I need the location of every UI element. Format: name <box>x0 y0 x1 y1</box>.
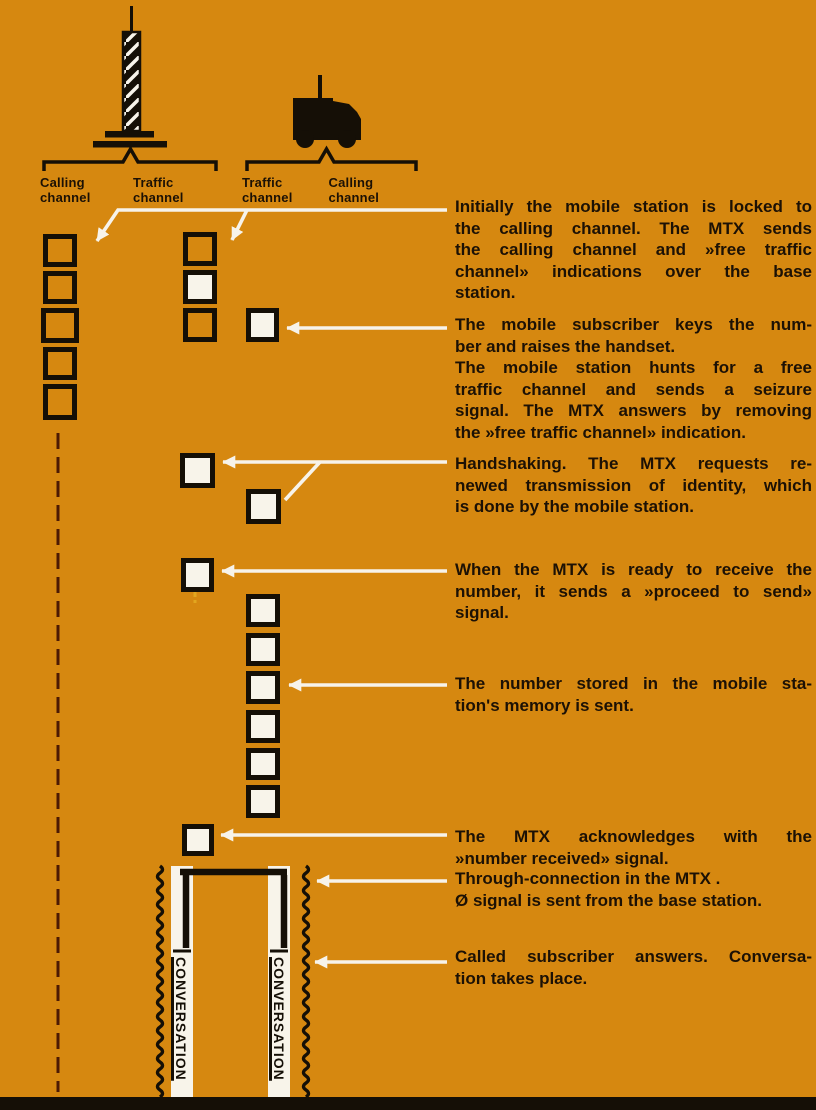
step-text-8 <box>455 946 812 989</box>
text-line: station. <box>455 283 516 303</box>
text-line: signal. <box>455 603 509 623</box>
signal-box <box>183 308 217 342</box>
signal-box-white <box>183 270 217 304</box>
mobile-station-bracket <box>247 149 416 171</box>
text-line: The number stored in the mobile sta- <box>455 674 812 693</box>
text-line: The MTX acknowledges with the <box>455 827 812 846</box>
text-line: When the MTX is ready to receive the <box>455 560 812 579</box>
leader-step1-branch <box>232 210 247 240</box>
channel-label: Traffic channel <box>242 175 293 205</box>
zigzag-line-left <box>158 866 163 1097</box>
signal-box <box>183 232 217 266</box>
channel-label: Calling channel <box>328 175 380 205</box>
text-line: the »free traffic channel» indication. <box>455 422 746 442</box>
leader-step1-left <box>97 210 447 241</box>
signal-box <box>41 308 79 343</box>
leader-step3-branch <box>285 462 320 500</box>
text-line: number, it sends a »proceed to send» <box>455 581 812 601</box>
bottom-bar <box>0 1097 816 1110</box>
signal-box-white <box>246 594 280 627</box>
conversation-label-right: CONVERSATION <box>271 957 287 1081</box>
base-station-channel-labels <box>40 175 222 205</box>
text-line: traffic channel and sends a seizure <box>455 379 812 399</box>
text-line: tion takes place. <box>455 968 588 988</box>
signal-box <box>43 234 77 267</box>
step-text-2 <box>455 314 812 444</box>
signal-box-white <box>246 671 280 704</box>
step-text-1 <box>455 196 812 304</box>
signal-box-white <box>246 489 281 524</box>
text-line: the calling channel. The MTX sends <box>455 218 812 238</box>
step-text-3 <box>455 453 812 518</box>
conversation-label-left: CONVERSATION <box>173 957 189 1081</box>
signal-box-white <box>246 785 280 818</box>
step-text-6 <box>455 826 812 869</box>
text-line: tion's memory is sent. <box>455 695 634 715</box>
text-line: Ø signal is sent from the base station. <box>455 890 763 910</box>
signal-box-white <box>246 710 280 743</box>
text-line: Called subscriber answers. Conversa- <box>455 947 812 966</box>
text-line: newed transmission of identity, which <box>455 475 812 495</box>
step-text-4 <box>455 559 812 624</box>
text-line: signal. The MTX answers by removing <box>455 401 812 421</box>
text-line: Handshaking. The MTX requests re- <box>455 454 812 473</box>
base-station-bracket <box>44 149 216 171</box>
text-line: channel» indications over the base <box>455 261 812 281</box>
signal-box <box>43 347 77 380</box>
text-line: is done by the mobile station. <box>455 497 694 517</box>
channel-label: Calling channel <box>40 175 91 205</box>
signal-box-white <box>246 748 280 780</box>
text-line: Through-connection in the MTX . <box>455 869 721 888</box>
signal-box-white <box>180 453 215 488</box>
channel-label: Traffic channel <box>133 175 184 205</box>
zigzag-line-right <box>304 866 309 1097</box>
text-line: the calling channel and »free traffic <box>455 240 812 260</box>
text-line: »number received» signal. <box>455 848 669 868</box>
signal-box-white <box>246 308 279 342</box>
text-line: The mobile subscriber keys the num- <box>455 315 812 334</box>
text-line: ber and raises the handset. <box>455 336 676 356</box>
step-text-5 <box>455 673 812 716</box>
signal-box <box>43 384 77 420</box>
text-line: The mobile station hunts for a free <box>455 358 812 378</box>
signal-box-white <box>182 824 214 856</box>
mobile-station-channel-labels <box>242 175 419 205</box>
radio-mast-icon <box>93 6 167 148</box>
signal-box-white <box>246 633 280 666</box>
signal-box-white <box>181 558 214 592</box>
truck-icon <box>293 75 361 148</box>
signal-box <box>43 271 77 304</box>
text-line: Initially the mobile station is locked to <box>455 197 812 216</box>
step-text-7 <box>455 868 812 911</box>
